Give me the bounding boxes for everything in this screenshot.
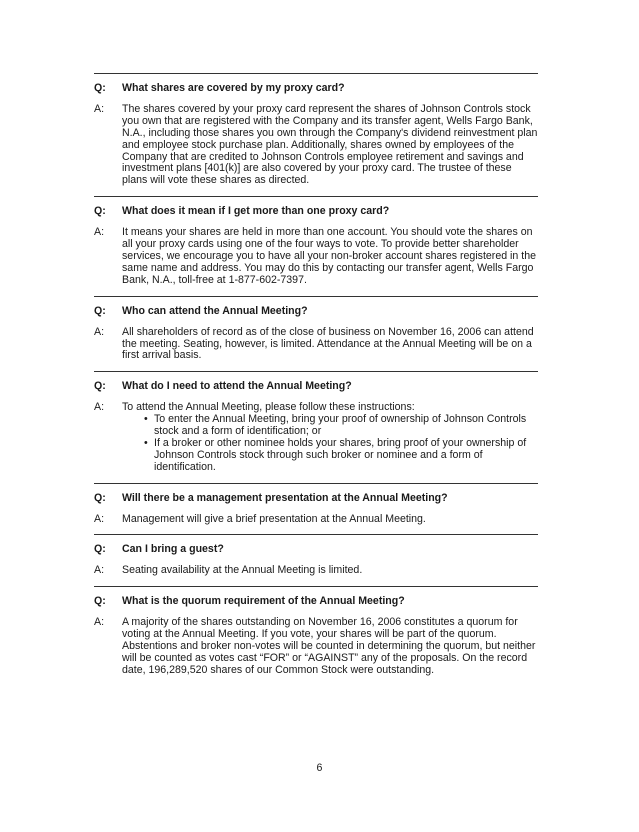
document-page [94,73,538,686]
answer-row [94,327,538,363]
question-text: What shares are covered by my proxy card? [122,82,345,94]
answer-text: To attend the Annual Meeting, please follow these instructions: [122,401,415,414]
question-text: Who can attend the Annual Meeting? [122,304,308,317]
answer-text: Management will give a brief presentation at the Annual Meeting. [122,512,426,525]
question-text: What is the quorum requirement of the Annual Meeting? [122,595,405,608]
answer-row [94,402,538,473]
answer-label: A: [94,401,105,414]
question-row [94,206,538,218]
answer-row [94,617,538,677]
answer-label: A: [94,226,105,239]
question-label: Q: [94,595,106,608]
page-number: 6 [316,762,323,774]
question-row [94,83,538,95]
answer-text: A majority of the shares outstanding on November 16, 2006 constitutes a quorum for voting at the Annual Meeting. If you vote, your shares will be part of the quorum. Abstentions and broker non-votes will be counted in determining the quorum, but neither will be counted as votes cast “FOR” or “AGAINST” any of the proposals. On the record date, 196,289,520 shares of our Common Stock were outstanding. [122,616,536,676]
question-text: Can I bring a guest? [122,543,224,556]
qa-block-management-presentation [94,484,538,535]
answer-label: A: [94,512,105,525]
answer-row [94,104,538,187]
instruction-item: • To enter the Annual Meeting, bring your proof of ownership of Johnson Controls stock and a form of identification; or [144,414,538,438]
answer-text: Seating availability at the Annual Meeting is limited. [122,564,363,577]
instruction-list [122,414,538,474]
answer-body [122,402,538,473]
answer-row [94,565,538,577]
answer-text: It means your shares are held in more than one account. You should vote the shares on all your proxy cards using one of the four ways to vote. To provide better shareholder services, we encourage you to have all your non-broker account shares registered in the same name and address. You may do this by contacting our transfer agent, Wells Fargo Bank, N.A., toll-free at 1-877-602-7397. [122,226,536,286]
question-row [94,306,538,318]
question-label: Q: [94,380,106,393]
question-text: Will there be a management presentation at the Annual Meeting? [122,491,448,504]
question-text: What do I need to attend the Annual Meeting? [122,380,352,393]
qa-block-multiple-proxy-cards [94,197,538,295]
question-label: Q: [94,205,106,218]
answer-label: A: [94,616,105,629]
question-label: Q: [94,543,106,556]
question-row [94,493,538,505]
qa-block-what-to-attend [94,372,538,482]
answer-text: The shares covered by your proxy card represent the shares of Johnson Controls stock you own that are registered with the Company and its transfer agent, Wells Fargo Bank, N.A., including those shares you own through the Company's dividend reinvestment plan and employee stock purchase plan. Additionally, shares owned by employees of the Company that are credited to Johnson Controls employee retirement and savings and investment plans [401(k)] are also covered by your proxy card. The trustee of these plans will vote these shares as directed. [122,102,538,187]
qa-block-proxy-card-shares [94,74,538,196]
answer-row [94,227,538,287]
answer-label: A: [94,564,105,577]
qa-block-bring-guest [94,535,538,586]
question-label: Q: [94,491,106,504]
answer-label: A: [94,102,105,115]
question-label: Q: [94,304,106,317]
answer-text: All shareholders of record as of the close of business on November 16, 2006 can attend the meeting. Seating, however, is limited. Attendance at the Annual Meeting will be on a first arrival basis. [122,325,534,362]
question-row [94,596,538,608]
question-text: What does it mean if I get more than one proxy card? [122,205,390,218]
instruction-item: • If a broker or other nominee holds your shares, bring proof of your ownership of Johnson Controls stock through such broker or nominee and a form of identification. [144,438,538,474]
qa-block-quorum [94,587,538,685]
qa-block-who-can-attend [94,297,538,372]
question-row [94,544,538,556]
question-label: Q: [94,82,106,94]
answer-label: A: [94,325,105,338]
answer-row [94,514,538,526]
question-row [94,381,538,393]
